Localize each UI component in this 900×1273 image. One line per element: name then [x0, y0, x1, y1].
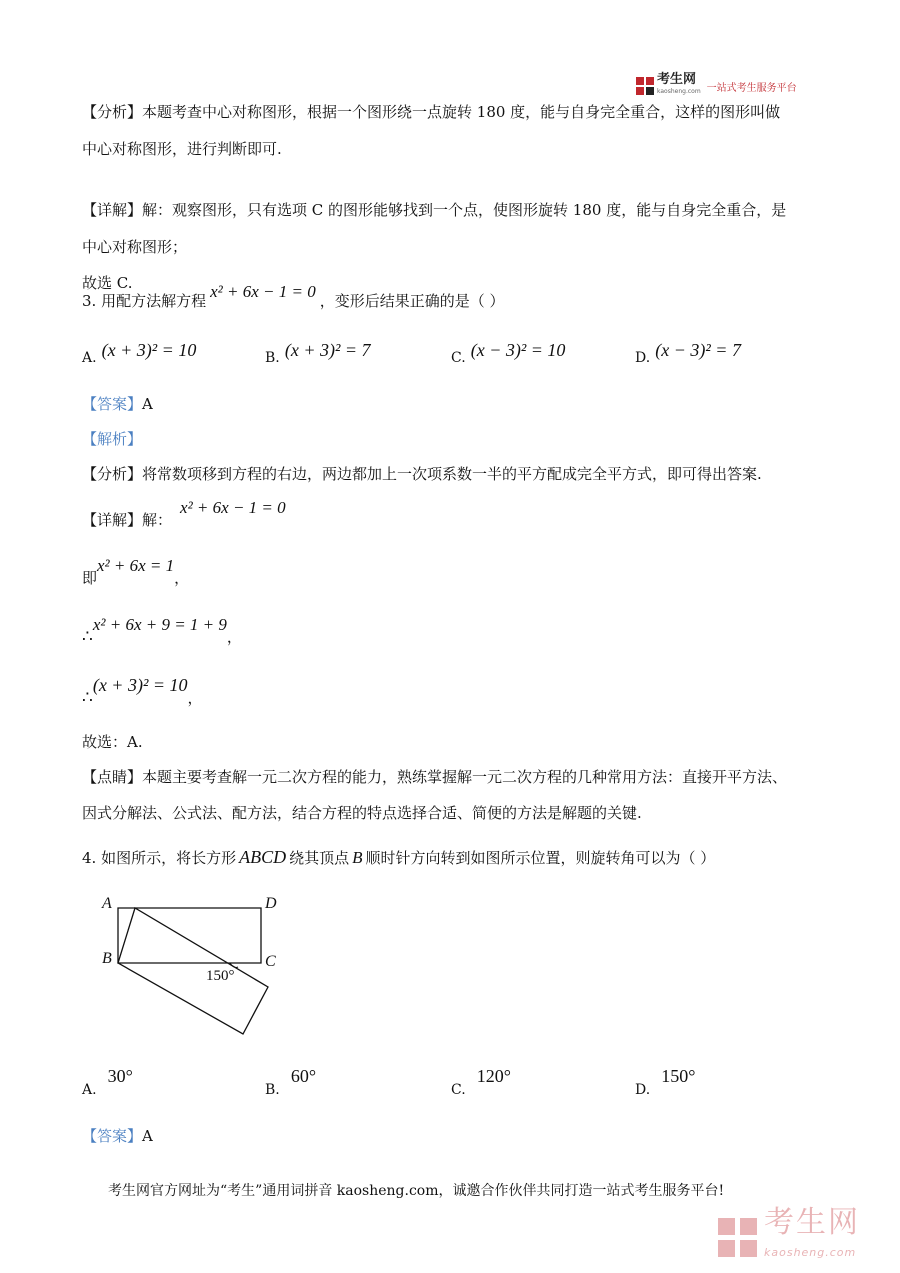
q3-step3: ∴(x + 3)² = 10，: [82, 675, 203, 708]
watermark-logo-icon: [718, 1218, 758, 1258]
header-logo: [636, 74, 797, 98]
q3-stem: 3. 用配方法解方程 x² + 6x − 1 = 0 ，变形后结果正确的是（ ）: [82, 282, 505, 310]
q3-option-b[interactable]: B. (x + 3)² = 7: [265, 340, 371, 366]
q3-tip-line1: 【点睛】本题主要考查解一元二次方程的能力，熟练掌握解一元二次方程的几种常用方法：直接开平方法、: [82, 768, 788, 786]
q4-answer: 【答案】A: [82, 1127, 153, 1145]
q4-option-a[interactable]: A. 30°: [82, 1066, 133, 1098]
watermark: [718, 1205, 860, 1268]
rotation-diagram: [98, 890, 290, 1040]
q4-option-c[interactable]: C. 120°: [451, 1066, 511, 1098]
q2-analysis-line2: 中心对称图形，进行判断即可.: [82, 140, 282, 158]
brand-domain: kaosheng.com: [657, 88, 701, 95]
q4-option-d[interactable]: D. 150°: [635, 1066, 696, 1098]
q3-parse-label: 【解析】: [82, 430, 143, 448]
q3-conclusion: 故选：A.: [82, 733, 143, 751]
q3-step2: ∴x² + 6x + 9 = 1 + 9，: [82, 615, 242, 647]
figure-label-d: D: [265, 895, 277, 912]
q4-option-b[interactable]: B. 60°: [265, 1066, 317, 1098]
brand-slogan: 一站式考生服务平台: [706, 82, 797, 94]
q2-conclusion: 故选 C.: [82, 274, 133, 292]
q3-detail: 【详解】解：x² + 6x − 1 = 0: [82, 498, 286, 529]
q3-analysis: 【分析】将常数项移到方程的右边，两边都加上一次项系数一半的平方配成完全平方式，即可得出答案.: [82, 465, 762, 483]
figure-angle-label: 150°: [206, 968, 235, 984]
q3-option-a[interactable]: A. (x + 3)² = 10: [82, 340, 197, 366]
q3-step1: 即x² + 6x = 1，: [82, 556, 190, 587]
q2-detail-line1: 【详解】解：观察图形，只有选项 C 的图形能够找到一个点，使图形旋转 180 度，能与自身完全重合，是: [82, 201, 787, 219]
watermark-domain: kaosheng.com: [764, 1246, 857, 1259]
figure-label-c: C: [265, 953, 276, 970]
q3-answer: 【答案】A: [82, 395, 153, 413]
q3-tip-line2: 因式分解法、公式法、配方法，结合方程的特点选择合适、简便的方法是解题的关键.: [82, 804, 642, 822]
q2-detail-line2: 中心对称图形；: [82, 238, 188, 256]
q2-analysis-line1: 【分析】本题考查中心对称图形，根据一个图形绕一点旋转 180 度，能与自身完全重合，这样的图形叫做: [82, 103, 781, 121]
watermark-name: 考生网: [764, 1205, 860, 1240]
q4-stem: 4. 如图所示，将长方形 ABCD 绕其顶点 B 顺时针方向转到如图所示位置，则旋转角可以为（ ）: [82, 847, 716, 867]
q3-option-c[interactable]: C. (x − 3)² = 10: [451, 340, 566, 366]
q4-figure: [98, 890, 290, 1040]
q3-option-d[interactable]: D. (x − 3)² = 7: [635, 340, 741, 366]
brand-logo-icon: [636, 77, 654, 95]
footer-text: 考生网官方网址为“考生”通用词拼音 kaosheng.com，诚邀合作伙伴共同打造一站式考生服务平台!: [108, 1183, 725, 1199]
brand-name: 考生网: [657, 72, 697, 87]
figure-label-b: B: [102, 950, 112, 967]
figure-label-a: A: [102, 895, 112, 912]
